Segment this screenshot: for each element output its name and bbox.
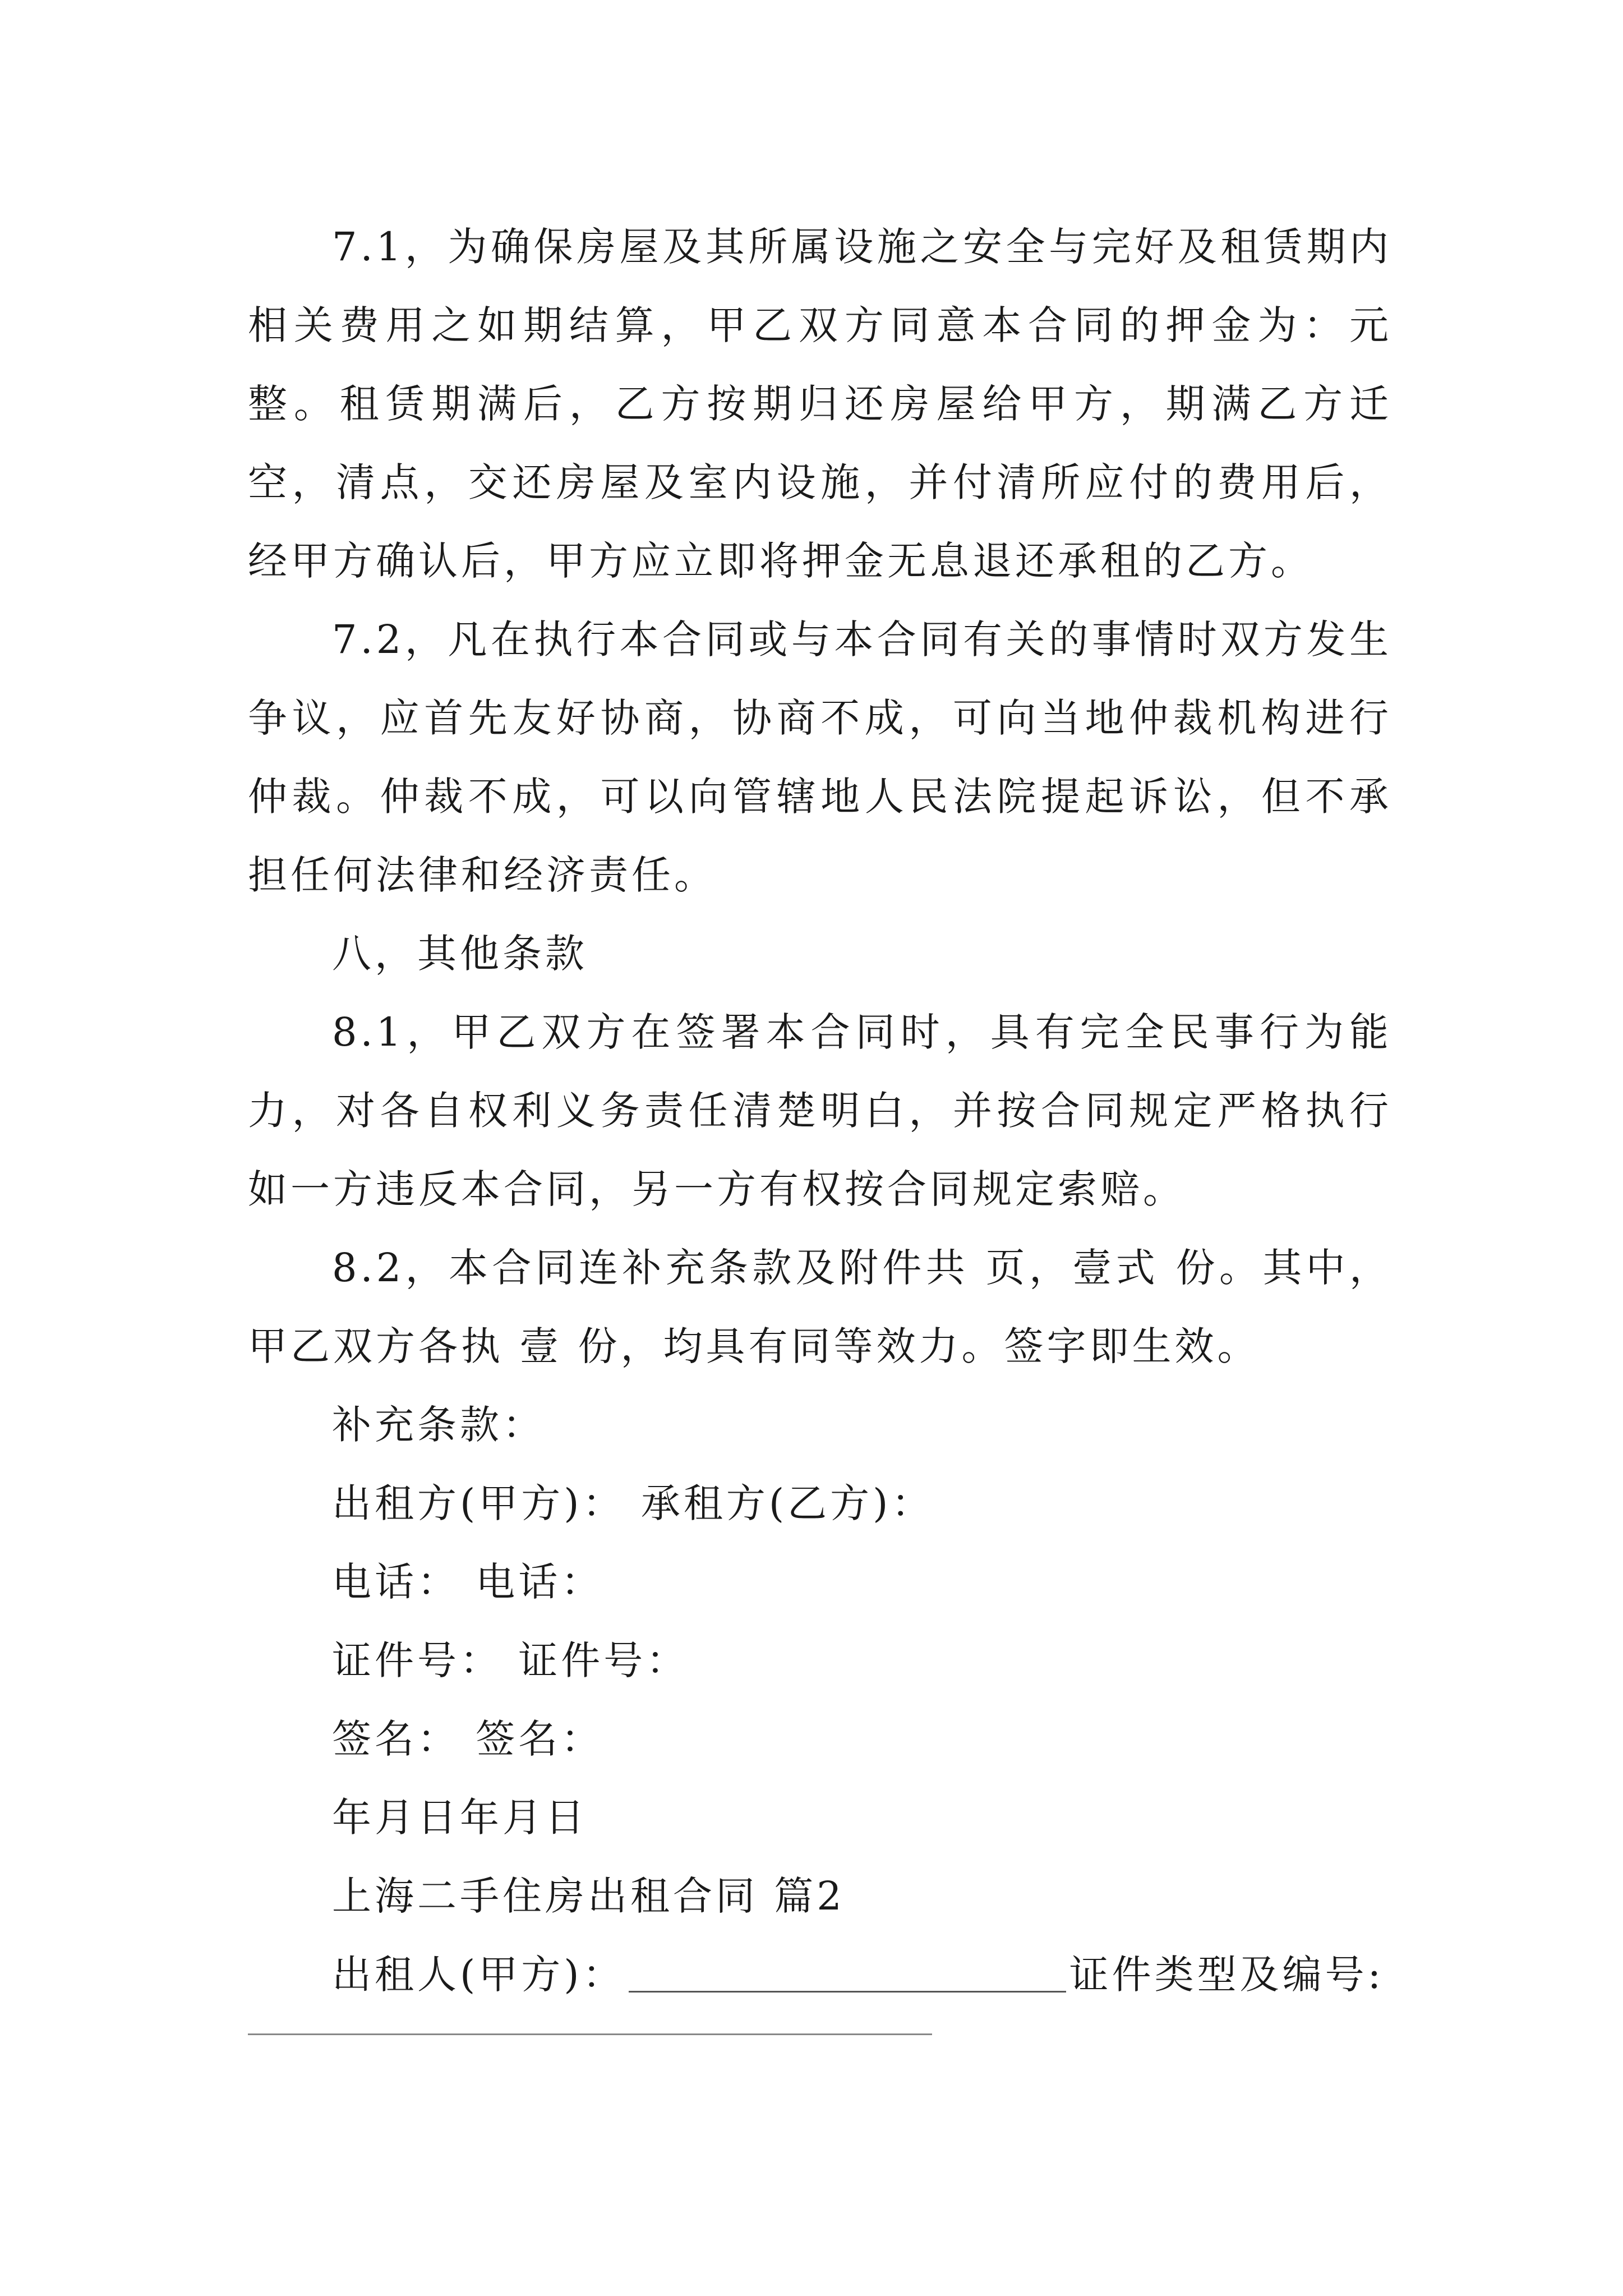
contract-title-2: 上海二手住房出租合同 篇2 <box>332 1873 845 1919</box>
clause-8-2: 8.2，本合同连补充条款及附件共 页，壹式 份。其中，甲乙双方各执 壹 份，均具有同等效力。签字即生效。 <box>248 1245 1392 1369</box>
id-type-label: 证件类型及编号: <box>1069 1952 1385 1998</box>
clause-7-1: 7.1，为确保房屋及其所属设施之安全与完好及租赁期内相关费用之如期结算，甲乙双方同意本合同的押金为：元整。租赁期满后，乙方按期归还房屋给甲方，期满乙方迁空，清点，交还房屋及室内设施，并付清所应付的费用后，经甲方确认后，甲方应立即将押金无息退还承租的乙方。 <box>248 224 1392 584</box>
parties-line: 出租方(甲方)： 承租方(乙方)： <box>332 1480 934 1526</box>
document-body <box>248 208 1392 2014</box>
id-number-line: 证件号： 证件号： <box>332 1637 689 1683</box>
section-8-heading: 八，其他条款 <box>332 931 588 977</box>
supplementary-terms-label: 补充条款： <box>332 1402 545 1448</box>
signature-line: 签名： 签名： <box>332 1716 604 1762</box>
phone-line: 电话： 电话： <box>332 1559 604 1605</box>
lessor-label: 出租人(甲方)： <box>332 1952 625 1998</box>
footer-divider <box>248 2033 932 2035</box>
clause-8-1: 8.1，甲乙双方在签署本合同时，具有完全民事行为能力，对各自权利义务责任清楚明白，并按合同规定严格执行如一方违反本合同，另一方有权按合同规定索赔。 <box>248 1009 1392 1212</box>
clause-7-2: 7.2，凡在执行本合同或与本合同有关的事情时双方发生争议，应首先友好协商，协商不成，可向当地仲裁机构进行仲裁。仲裁不成，可以向管辖地人民法院提起诉讼，但不承担任何法律和经济责任。 <box>248 616 1392 898</box>
lessor-line <box>248 1935 1392 2014</box>
lessor-fill-blank <box>629 1952 1066 1993</box>
date-line: 年月日年月日 <box>332 1795 588 1841</box>
